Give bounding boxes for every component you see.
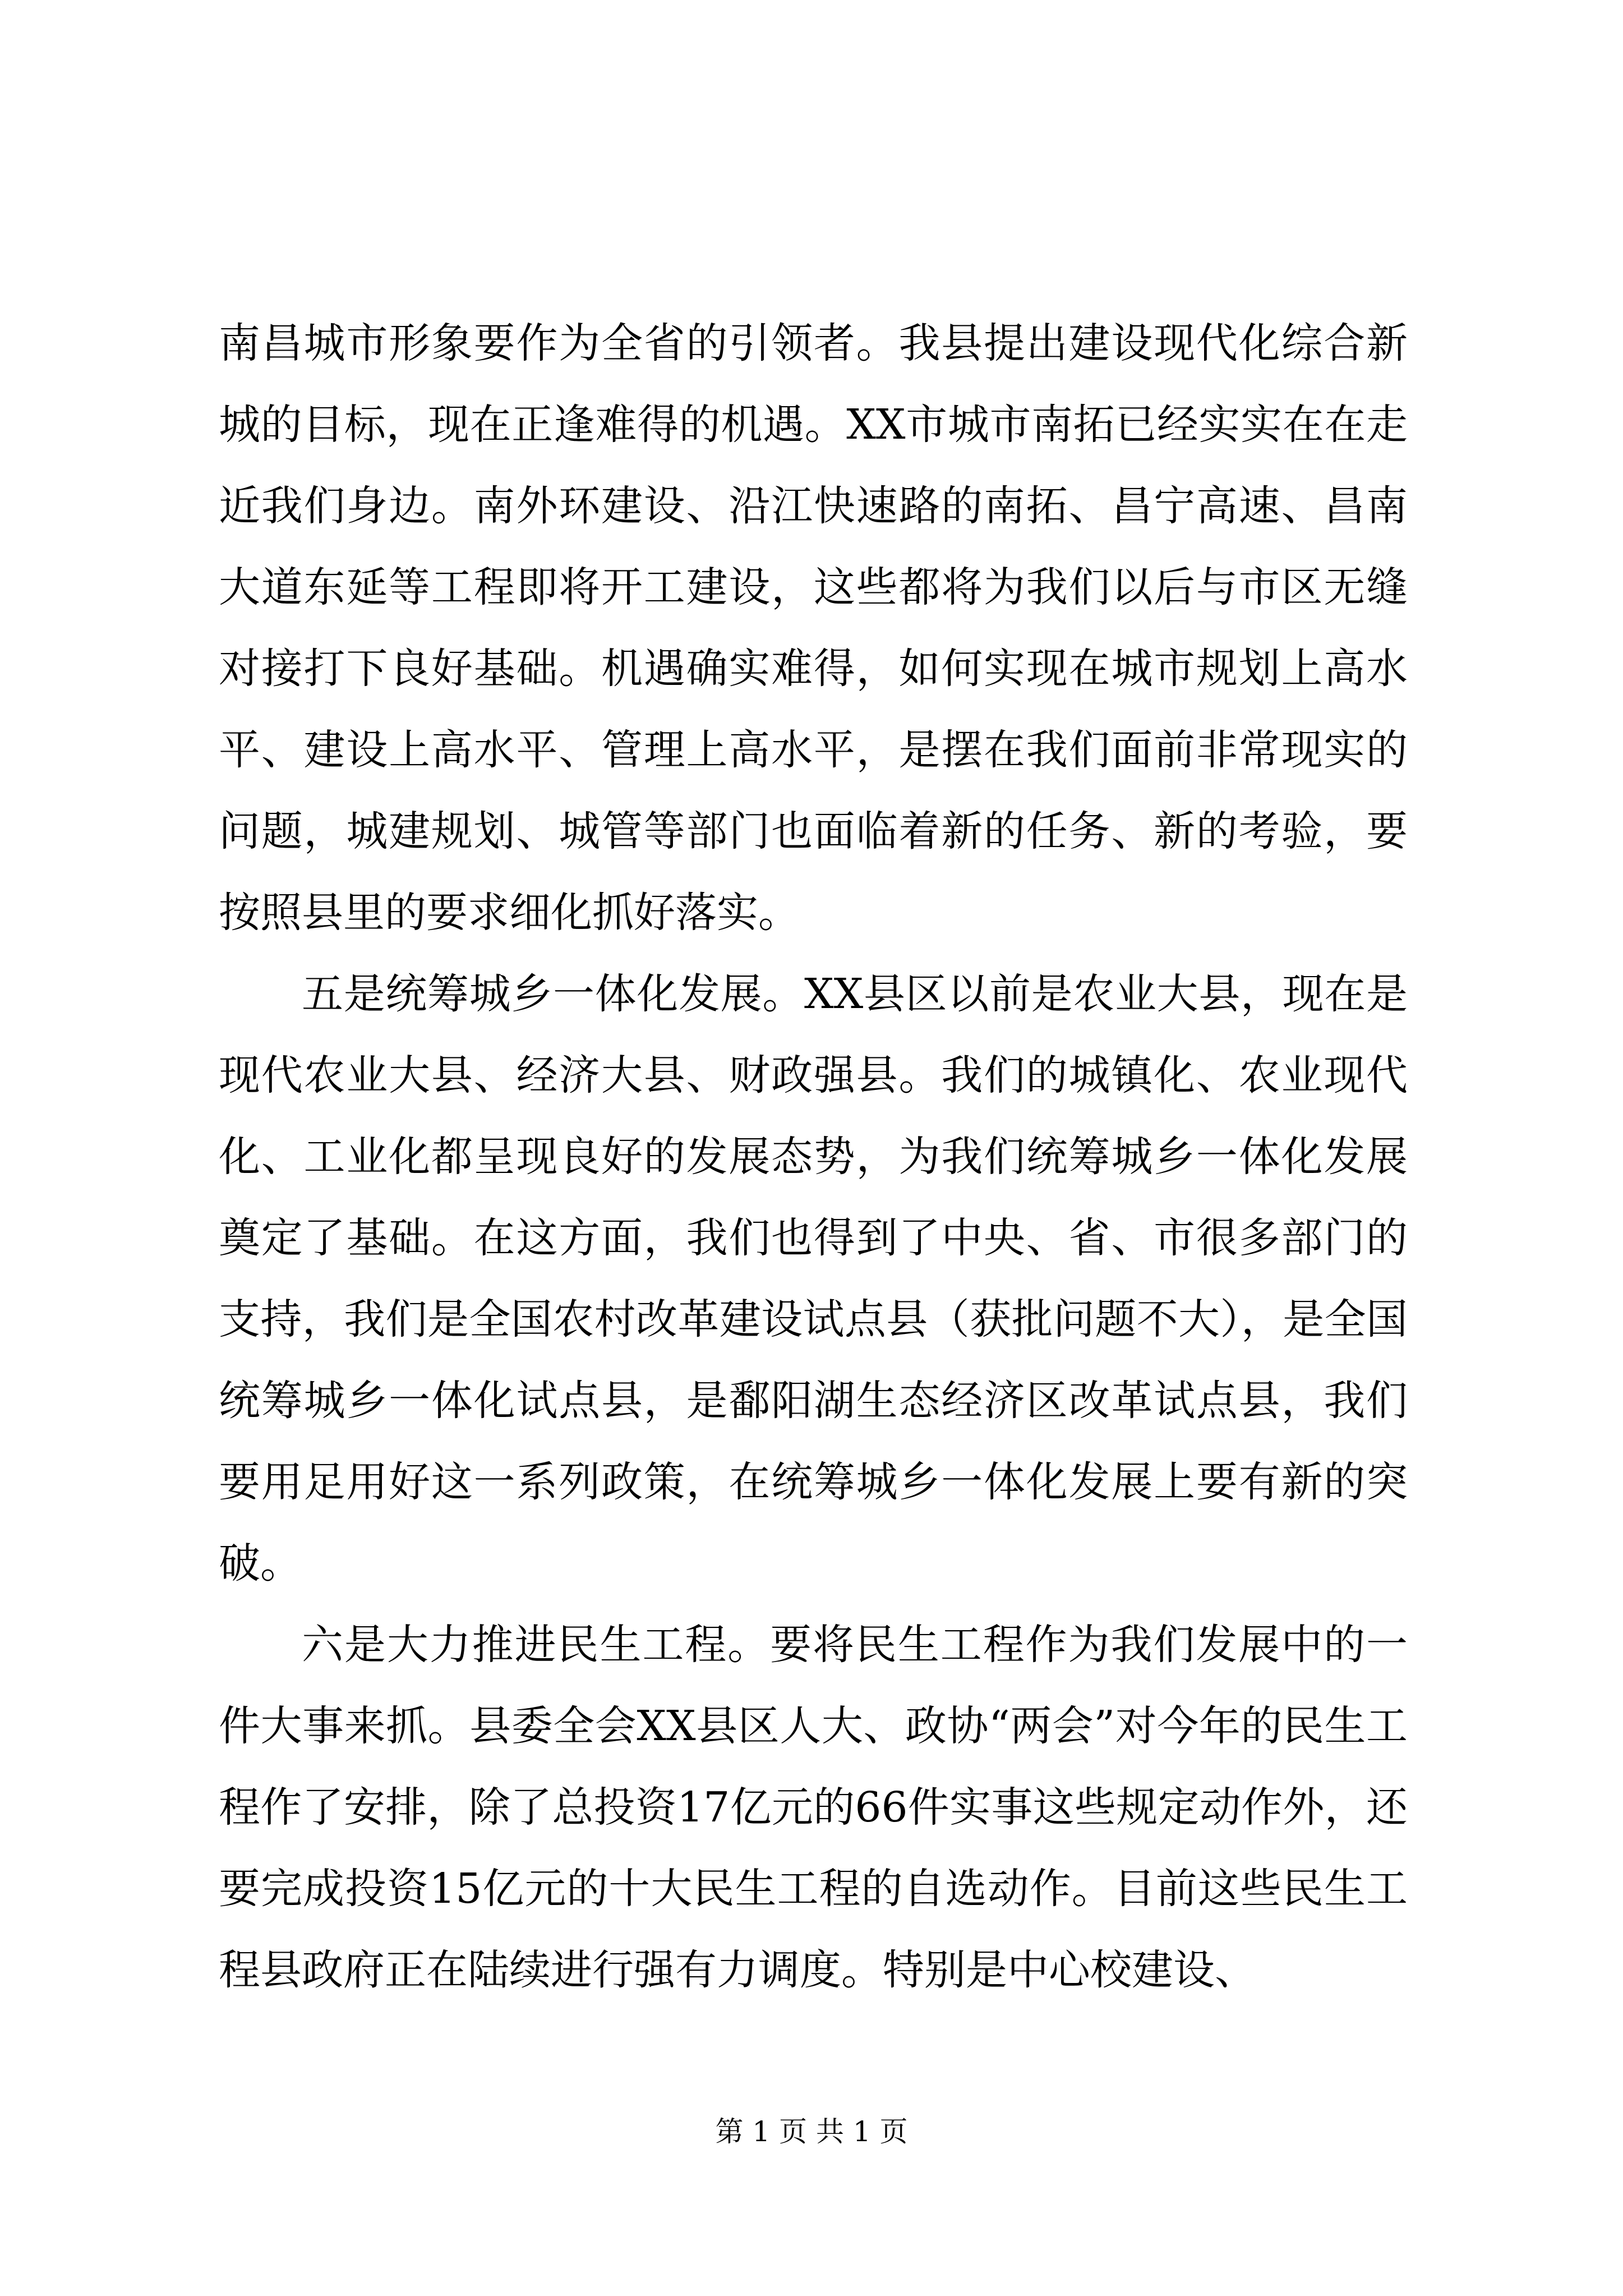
paragraph-3: 六是大力推进民生工程。要将民生工程作为我们发展中的一件大事来抓。县委全会XX县区人大、政协“两会”对今年的民生工程作了安排，除了总投资17亿元的66件实事这些规定动作外，还要完成投资15亿元的十大民生工程的自选动作。目前这些民生工程县政府正在陆续进行强有力调度。特别是中心校建设、: [219, 1621, 1408, 1994]
document-body: [219, 303, 1408, 2011]
paragraph-1: 南昌城市形象要作为全省的引领者。我县提出建设现代化综合新城的目标，现在正逢难得的机遇。XX市城市南拓已经实实在在走近我们身边。南外环建设、沿江快速路的南拓、昌宁高速、昌南大道东延等工程即将开工建设，这些都将为我们以后与市区无缝对接打下良好基础。机遇确实难得，如何实现在城市规划上高水平、建设上高水平、管理上高水平，是摆在我们面前非常现实的问题，城建规划、城管等部门也面临着新的任务、新的考验，要按照县里的要求细化抓好落实。: [219, 319, 1408, 937]
page-footer: 第 1 页 共 1 页: [715, 2115, 908, 2148]
paragraph-2: 五是统筹城乡一体化发展。XX县区以前是农业大县，现在是现代农业大县、经济大县、财政强县。我们的城镇化、农业现代化、工业化都呈现良好的发展态势，为我们统筹城乡一体化发展奠定了基础。在这方面，我们也得到了中央、省、市很多部门的支持，我们是全国农村改革建设试点县（获批问题不大），是全国统筹城乡一体化试点县，是鄱阳湖生态经济区改革试点县，我们要用足用好这一系列政策，在统筹城乡一体化发展上要有新的突破。: [219, 970, 1408, 1588]
